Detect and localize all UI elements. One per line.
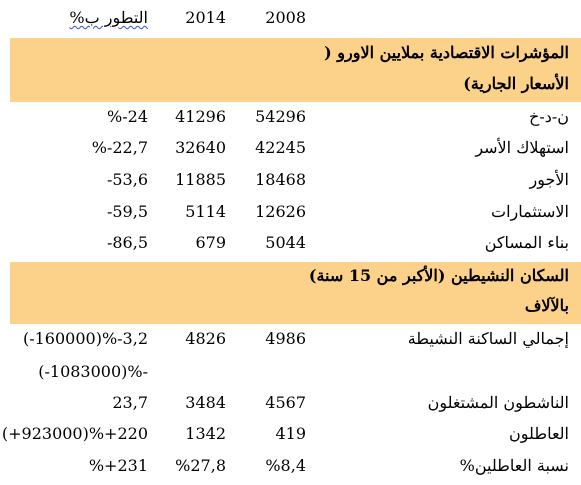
row-label: بناء المساكن [484,233,569,252]
value-2008: %8,4 [265,456,306,475]
value-change: (-160000)%-3,2 [22,329,148,348]
row-label: استهلاك الأسر [475,138,569,157]
row-label: الاستثمارات [491,202,569,221]
value-change: 23,7 [112,393,148,412]
value-change: (+923000)%+220 [1,424,148,443]
value-change: -86,5 [106,233,148,252]
value-2008: 12626 [255,202,306,221]
table-row [0,136,581,168]
table-row [0,326,581,390]
value-2008: 419 [275,424,306,443]
value-2008: 4567 [265,393,306,412]
value-2008: 18468 [255,170,306,189]
value-change: -59,5 [106,202,148,221]
section2-title-line2: بالآلاف [524,296,569,315]
value-2014: 41296 [175,107,226,126]
value-change-second-line: (-1083000)%- [38,362,148,381]
section-economic-indicators [10,38,581,102]
header-2014: 2014 [185,8,226,27]
value-2014: %27,8 [175,456,226,475]
table-row [0,390,581,422]
value-2008: 54296 [255,107,306,126]
value-2014: 11885 [175,170,226,189]
row-label: العاطلون [509,424,569,443]
header-2008: 2008 [265,8,306,27]
value-2014: 5114 [185,202,226,221]
header-row [0,0,581,38]
value-2014: 1342 [185,424,226,443]
value-change: -53,6 [106,170,148,189]
row-label: إجمالي الساكنة النشيطة [407,329,569,348]
value-change: %-22,7 [91,138,148,157]
row-label: الأجور [529,170,569,189]
table-row [0,232,581,262]
row-label: نسبة العاطلين% [459,456,569,475]
table-row [0,454,581,485]
section1-title-line2: الأسعار الجارية) [463,74,569,93]
value-2014: 679 [195,233,226,252]
section1-title-line1: المؤشرات الاقتصادية بملايين الاورو ( [324,43,569,62]
table-row [0,200,581,232]
table-row [0,422,581,454]
value-2008: 5044 [265,233,306,252]
row-label: الناشطون المشتغلون [427,393,569,412]
table-row [0,104,581,136]
section-active-population [10,262,581,324]
row-label: ن-د-خ [528,107,569,126]
value-change: %-24 [107,107,148,126]
table-row [0,168,581,200]
value-change: %+231 [88,456,148,475]
section2-title-line1: السكان النشيطين (الأكبر من 15 سنة) [308,266,569,285]
value-2008: 4986 [265,329,306,348]
value-2008: 42245 [255,138,306,157]
header-change: التطور ب% [69,8,148,27]
value-2014: 3484 [185,393,226,412]
value-2014: 4826 [185,329,226,348]
value-2014: 32640 [175,138,226,157]
